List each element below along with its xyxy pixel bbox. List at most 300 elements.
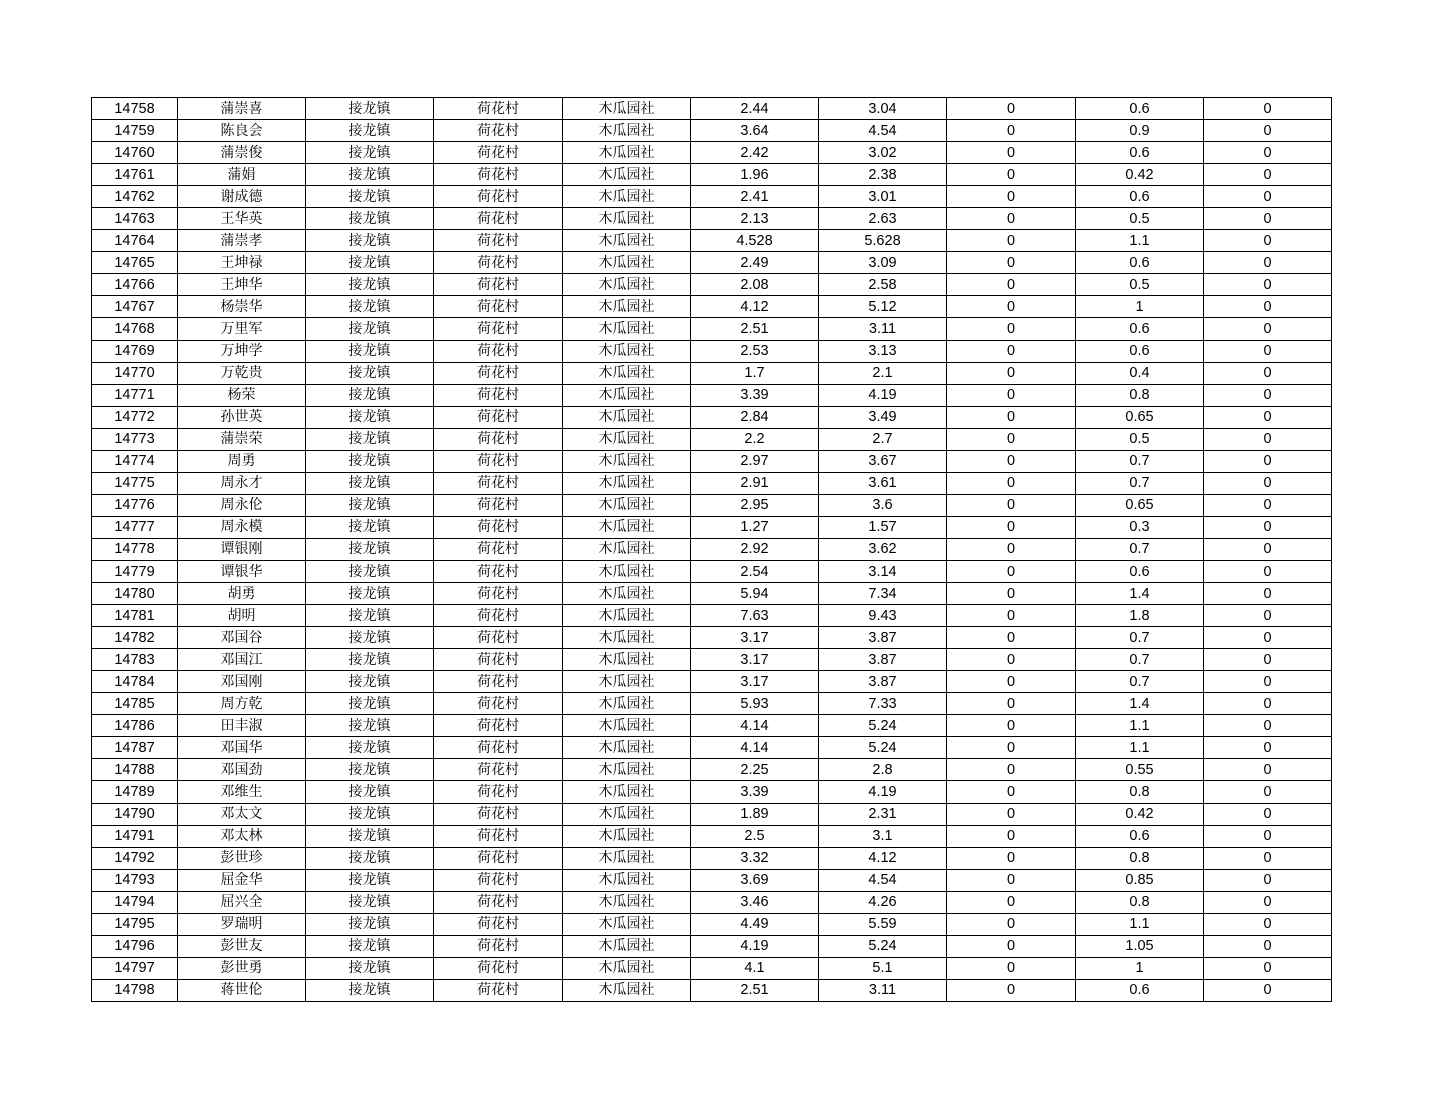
cell-village: 荷花村 xyxy=(434,891,563,913)
cell-value-2: 3.67 xyxy=(819,450,947,472)
cell-value-5: 0 xyxy=(1204,142,1332,164)
cell-value-5: 0 xyxy=(1204,869,1332,891)
table-row xyxy=(92,979,1332,1001)
cell-value-5: 0 xyxy=(1204,583,1332,605)
cell-value-2: 3.09 xyxy=(819,252,947,274)
cell-town: 接龙镇 xyxy=(306,693,434,715)
cell-value-1: 1.27 xyxy=(691,516,819,538)
cell-name: 杨崇华 xyxy=(178,296,306,318)
cell-group: 木瓜园社 xyxy=(563,891,691,913)
cell-village: 荷花村 xyxy=(434,869,563,891)
cell-group: 木瓜园社 xyxy=(563,142,691,164)
cell-name: 陈良会 xyxy=(178,120,306,142)
cell-id: 14778 xyxy=(92,538,178,560)
cell-name: 胡明 xyxy=(178,605,306,627)
cell-value-1: 2.44 xyxy=(691,98,819,120)
cell-id: 14784 xyxy=(92,671,178,693)
cell-value-3: 0 xyxy=(947,296,1076,318)
cell-group: 木瓜园社 xyxy=(563,252,691,274)
cell-name: 谭银华 xyxy=(178,560,306,582)
cell-value-3: 0 xyxy=(947,516,1076,538)
cell-group: 木瓜园社 xyxy=(563,296,691,318)
table-row xyxy=(92,450,1332,472)
cell-value-2: 3.61 xyxy=(819,472,947,494)
cell-value-3: 0 xyxy=(947,142,1076,164)
cell-value-2: 3.11 xyxy=(819,979,947,1001)
cell-value-3: 0 xyxy=(947,781,1076,803)
cell-value-1: 2.49 xyxy=(691,252,819,274)
cell-town: 接龙镇 xyxy=(306,516,434,538)
cell-village: 荷花村 xyxy=(434,406,563,428)
cell-group: 木瓜园社 xyxy=(563,98,691,120)
cell-value-5: 0 xyxy=(1204,627,1332,649)
cell-value-2: 3.87 xyxy=(819,649,947,671)
cell-value-5: 0 xyxy=(1204,671,1332,693)
cell-id: 14765 xyxy=(92,252,178,274)
cell-value-4: 0.7 xyxy=(1076,627,1204,649)
cell-group: 木瓜园社 xyxy=(563,869,691,891)
cell-value-5: 0 xyxy=(1204,979,1332,1001)
cell-value-1: 2.53 xyxy=(691,340,819,362)
cell-village: 荷花村 xyxy=(434,781,563,803)
cell-value-1: 1.7 xyxy=(691,362,819,384)
table-row xyxy=(92,583,1332,605)
cell-value-2: 4.19 xyxy=(819,384,947,406)
cell-value-5: 0 xyxy=(1204,913,1332,935)
cell-value-3: 0 xyxy=(947,671,1076,693)
cell-id: 14761 xyxy=(92,164,178,186)
cell-name: 彭世勇 xyxy=(178,957,306,979)
cell-village: 荷花村 xyxy=(434,671,563,693)
cell-value-5: 0 xyxy=(1204,825,1332,847)
cell-village: 荷花村 xyxy=(434,164,563,186)
cell-id: 14792 xyxy=(92,847,178,869)
cell-village: 荷花村 xyxy=(434,340,563,362)
cell-value-2: 3.49 xyxy=(819,406,947,428)
cell-value-5: 0 xyxy=(1204,715,1332,737)
cell-town: 接龙镇 xyxy=(306,627,434,649)
cell-name: 王坤禄 xyxy=(178,252,306,274)
cell-town: 接龙镇 xyxy=(306,362,434,384)
cell-value-1: 4.49 xyxy=(691,913,819,935)
cell-name: 蒲崇孝 xyxy=(178,230,306,252)
cell-village: 荷花村 xyxy=(434,296,563,318)
cell-name: 谭银刚 xyxy=(178,538,306,560)
cell-value-2: 1.57 xyxy=(819,516,947,538)
cell-group: 木瓜园社 xyxy=(563,362,691,384)
cell-value-4: 0.6 xyxy=(1076,340,1204,362)
cell-village: 荷花村 xyxy=(434,120,563,142)
table-row xyxy=(92,296,1332,318)
cell-group: 木瓜园社 xyxy=(563,560,691,582)
cell-value-2: 3.01 xyxy=(819,186,947,208)
cell-name: 蒲崇荣 xyxy=(178,428,306,450)
cell-value-5: 0 xyxy=(1204,186,1332,208)
cell-value-1: 1.89 xyxy=(691,803,819,825)
cell-value-3: 0 xyxy=(947,494,1076,516)
cell-town: 接龙镇 xyxy=(306,869,434,891)
cell-town: 接龙镇 xyxy=(306,538,434,560)
cell-value-5: 0 xyxy=(1204,98,1332,120)
cell-value-5: 0 xyxy=(1204,847,1332,869)
cell-town: 接龙镇 xyxy=(306,142,434,164)
cell-value-5: 0 xyxy=(1204,252,1332,274)
cell-value-3: 0 xyxy=(947,759,1076,781)
cell-value-2: 4.26 xyxy=(819,891,947,913)
cell-value-3: 0 xyxy=(947,737,1076,759)
cell-value-3: 0 xyxy=(947,693,1076,715)
cell-value-5: 0 xyxy=(1204,384,1332,406)
cell-value-2: 3.13 xyxy=(819,340,947,362)
cell-value-1: 2.91 xyxy=(691,472,819,494)
cell-id: 14783 xyxy=(92,649,178,671)
cell-group: 木瓜园社 xyxy=(563,428,691,450)
cell-value-5: 0 xyxy=(1204,406,1332,428)
cell-village: 荷花村 xyxy=(434,825,563,847)
cell-village: 荷花村 xyxy=(434,605,563,627)
table-row xyxy=(92,120,1332,142)
cell-id: 14775 xyxy=(92,472,178,494)
cell-value-2: 4.12 xyxy=(819,847,947,869)
cell-value-1: 2.5 xyxy=(691,825,819,847)
cell-id: 14770 xyxy=(92,362,178,384)
cell-group: 木瓜园社 xyxy=(563,208,691,230)
cell-name: 罗瑞明 xyxy=(178,913,306,935)
cell-group: 木瓜园社 xyxy=(563,781,691,803)
table-row xyxy=(92,825,1332,847)
cell-value-1: 2.51 xyxy=(691,318,819,340)
table-row xyxy=(92,274,1332,296)
table-row xyxy=(92,605,1332,627)
cell-value-3: 0 xyxy=(947,274,1076,296)
cell-name: 蒲娟 xyxy=(178,164,306,186)
cell-value-4: 0.6 xyxy=(1076,560,1204,582)
cell-village: 荷花村 xyxy=(434,450,563,472)
cell-id: 14764 xyxy=(92,230,178,252)
table-row xyxy=(92,340,1332,362)
cell-id: 14782 xyxy=(92,627,178,649)
cell-id: 14763 xyxy=(92,208,178,230)
cell-village: 荷花村 xyxy=(434,516,563,538)
cell-value-1: 2.92 xyxy=(691,538,819,560)
cell-value-2: 3.87 xyxy=(819,627,947,649)
cell-value-4: 0.6 xyxy=(1076,825,1204,847)
cell-village: 荷花村 xyxy=(434,362,563,384)
table-row xyxy=(92,428,1332,450)
cell-name: 邓太林 xyxy=(178,825,306,847)
cell-value-4: 1 xyxy=(1076,957,1204,979)
cell-value-4: 1.8 xyxy=(1076,605,1204,627)
cell-value-2: 2.31 xyxy=(819,803,947,825)
cell-value-4: 0.6 xyxy=(1076,98,1204,120)
cell-id: 14797 xyxy=(92,957,178,979)
table-row xyxy=(92,913,1332,935)
cell-village: 荷花村 xyxy=(434,428,563,450)
cell-group: 木瓜园社 xyxy=(563,274,691,296)
table-row xyxy=(92,472,1332,494)
cell-town: 接龙镇 xyxy=(306,737,434,759)
cell-value-1: 3.17 xyxy=(691,627,819,649)
cell-village: 荷花村 xyxy=(434,252,563,274)
cell-value-1: 2.25 xyxy=(691,759,819,781)
cell-town: 接龙镇 xyxy=(306,891,434,913)
cell-value-2: 2.1 xyxy=(819,362,947,384)
table-row xyxy=(92,142,1332,164)
cell-value-2: 2.8 xyxy=(819,759,947,781)
cell-value-4: 1.1 xyxy=(1076,230,1204,252)
cell-value-2: 3.1 xyxy=(819,825,947,847)
cell-value-4: 0.7 xyxy=(1076,450,1204,472)
cell-value-1: 3.17 xyxy=(691,649,819,671)
cell-value-2: 3.11 xyxy=(819,318,947,340)
cell-name: 胡勇 xyxy=(178,583,306,605)
cell-id: 14772 xyxy=(92,406,178,428)
cell-value-5: 0 xyxy=(1204,164,1332,186)
cell-value-4: 0.42 xyxy=(1076,803,1204,825)
cell-value-2: 2.63 xyxy=(819,208,947,230)
cell-group: 木瓜园社 xyxy=(563,186,691,208)
cell-value-5: 0 xyxy=(1204,494,1332,516)
cell-value-4: 0.9 xyxy=(1076,120,1204,142)
cell-town: 接龙镇 xyxy=(306,384,434,406)
cell-value-4: 0.7 xyxy=(1076,472,1204,494)
cell-value-4: 1.4 xyxy=(1076,583,1204,605)
cell-village: 荷花村 xyxy=(434,847,563,869)
cell-town: 接龙镇 xyxy=(306,340,434,362)
cell-name: 周永才 xyxy=(178,472,306,494)
cell-group: 木瓜园社 xyxy=(563,979,691,1001)
cell-value-2: 3.04 xyxy=(819,98,947,120)
cell-name: 邓太文 xyxy=(178,803,306,825)
cell-name: 彭世友 xyxy=(178,935,306,957)
cell-value-1: 3.69 xyxy=(691,869,819,891)
cell-town: 接龙镇 xyxy=(306,296,434,318)
cell-id: 14786 xyxy=(92,715,178,737)
cell-value-1: 2.95 xyxy=(691,494,819,516)
cell-name: 邓国劲 xyxy=(178,759,306,781)
cell-value-4: 0.5 xyxy=(1076,428,1204,450)
cell-id: 14758 xyxy=(92,98,178,120)
cell-town: 接龙镇 xyxy=(306,803,434,825)
table-row xyxy=(92,516,1332,538)
table-row xyxy=(92,627,1332,649)
table-row xyxy=(92,494,1332,516)
cell-value-1: 3.39 xyxy=(691,384,819,406)
cell-town: 接龙镇 xyxy=(306,318,434,340)
cell-value-1: 2.42 xyxy=(691,142,819,164)
cell-value-3: 0 xyxy=(947,230,1076,252)
cell-town: 接龙镇 xyxy=(306,605,434,627)
cell-value-5: 0 xyxy=(1204,516,1332,538)
cell-value-4: 0.6 xyxy=(1076,318,1204,340)
cell-id: 14790 xyxy=(92,803,178,825)
cell-group: 木瓜园社 xyxy=(563,516,691,538)
cell-value-4: 0.3 xyxy=(1076,516,1204,538)
cell-value-4: 1.4 xyxy=(1076,693,1204,715)
cell-value-5: 0 xyxy=(1204,891,1332,913)
cell-value-4: 1.1 xyxy=(1076,737,1204,759)
cell-village: 荷花村 xyxy=(434,384,563,406)
cell-village: 荷花村 xyxy=(434,979,563,1001)
cell-village: 荷花村 xyxy=(434,715,563,737)
cell-id: 14780 xyxy=(92,583,178,605)
cell-value-5: 0 xyxy=(1204,605,1332,627)
cell-village: 荷花村 xyxy=(434,957,563,979)
cell-value-3: 0 xyxy=(947,450,1076,472)
cell-value-2: 2.7 xyxy=(819,428,947,450)
cell-group: 木瓜园社 xyxy=(563,230,691,252)
table-row xyxy=(92,406,1332,428)
cell-name: 屈金华 xyxy=(178,869,306,891)
cell-value-4: 0.42 xyxy=(1076,164,1204,186)
table-row xyxy=(92,384,1332,406)
cell-value-1: 3.17 xyxy=(691,671,819,693)
cell-id: 14759 xyxy=(92,120,178,142)
cell-group: 木瓜园社 xyxy=(563,759,691,781)
cell-group: 木瓜园社 xyxy=(563,583,691,605)
cell-name: 蒲崇俊 xyxy=(178,142,306,164)
table-row xyxy=(92,781,1332,803)
cell-name: 周永伦 xyxy=(178,494,306,516)
cell-town: 接龙镇 xyxy=(306,583,434,605)
cell-village: 荷花村 xyxy=(434,560,563,582)
cell-town: 接龙镇 xyxy=(306,252,434,274)
table-row xyxy=(92,737,1332,759)
cell-group: 木瓜园社 xyxy=(563,494,691,516)
cell-town: 接龙镇 xyxy=(306,715,434,737)
cell-value-2: 3.87 xyxy=(819,671,947,693)
table-row xyxy=(92,538,1332,560)
cell-group: 木瓜园社 xyxy=(563,913,691,935)
cell-group: 木瓜园社 xyxy=(563,120,691,142)
table-row xyxy=(92,935,1332,957)
cell-value-1: 5.94 xyxy=(691,583,819,605)
cell-value-4: 1.1 xyxy=(1076,715,1204,737)
cell-town: 接龙镇 xyxy=(306,208,434,230)
cell-group: 木瓜园社 xyxy=(563,737,691,759)
cell-group: 木瓜园社 xyxy=(563,340,691,362)
cell-value-1: 2.84 xyxy=(691,406,819,428)
cell-name: 孙世英 xyxy=(178,406,306,428)
cell-value-3: 0 xyxy=(947,428,1076,450)
cell-value-2: 3.62 xyxy=(819,538,947,560)
cell-value-1: 5.93 xyxy=(691,693,819,715)
cell-group: 木瓜园社 xyxy=(563,627,691,649)
cell-town: 接龙镇 xyxy=(306,230,434,252)
cell-value-5: 0 xyxy=(1204,759,1332,781)
data-table xyxy=(91,97,1332,1002)
cell-value-5: 0 xyxy=(1204,208,1332,230)
cell-value-3: 0 xyxy=(947,98,1076,120)
cell-name: 杨荣 xyxy=(178,384,306,406)
cell-value-3: 0 xyxy=(947,186,1076,208)
cell-value-4: 0.65 xyxy=(1076,406,1204,428)
cell-id: 14771 xyxy=(92,384,178,406)
cell-town: 接龙镇 xyxy=(306,913,434,935)
cell-id: 14793 xyxy=(92,869,178,891)
cell-id: 14794 xyxy=(92,891,178,913)
cell-value-4: 0.5 xyxy=(1076,208,1204,230)
cell-village: 荷花村 xyxy=(434,935,563,957)
cell-value-5: 0 xyxy=(1204,560,1332,582)
cell-village: 荷花村 xyxy=(434,538,563,560)
cell-value-5: 0 xyxy=(1204,737,1332,759)
cell-value-1: 4.14 xyxy=(691,737,819,759)
cell-name: 周方乾 xyxy=(178,693,306,715)
cell-id: 14789 xyxy=(92,781,178,803)
cell-value-4: 1.1 xyxy=(1076,913,1204,935)
cell-value-2: 5.24 xyxy=(819,715,947,737)
cell-value-3: 0 xyxy=(947,957,1076,979)
table-row xyxy=(92,671,1332,693)
cell-id: 14796 xyxy=(92,935,178,957)
cell-name: 万坤学 xyxy=(178,340,306,362)
cell-value-2: 4.54 xyxy=(819,120,947,142)
cell-value-1: 4.19 xyxy=(691,935,819,957)
cell-value-2: 7.33 xyxy=(819,693,947,715)
cell-group: 木瓜园社 xyxy=(563,935,691,957)
cell-group: 木瓜园社 xyxy=(563,538,691,560)
cell-value-5: 0 xyxy=(1204,340,1332,362)
cell-group: 木瓜园社 xyxy=(563,715,691,737)
cell-town: 接龙镇 xyxy=(306,164,434,186)
cell-value-5: 0 xyxy=(1204,935,1332,957)
cell-value-5: 0 xyxy=(1204,649,1332,671)
cell-value-4: 0.6 xyxy=(1076,142,1204,164)
cell-value-3: 0 xyxy=(947,362,1076,384)
cell-village: 荷花村 xyxy=(434,230,563,252)
cell-name: 田丰淑 xyxy=(178,715,306,737)
cell-village: 荷花村 xyxy=(434,318,563,340)
cell-value-4: 0.6 xyxy=(1076,979,1204,1001)
cell-name: 蒲崇喜 xyxy=(178,98,306,120)
cell-value-5: 0 xyxy=(1204,450,1332,472)
cell-town: 接龙镇 xyxy=(306,935,434,957)
cell-name: 屈兴全 xyxy=(178,891,306,913)
cell-value-3: 0 xyxy=(947,715,1076,737)
cell-group: 木瓜园社 xyxy=(563,671,691,693)
cell-value-5: 0 xyxy=(1204,230,1332,252)
cell-group: 木瓜园社 xyxy=(563,825,691,847)
table-row xyxy=(92,957,1332,979)
cell-value-4: 0.7 xyxy=(1076,649,1204,671)
cell-value-1: 4.14 xyxy=(691,715,819,737)
cell-value-1: 3.39 xyxy=(691,781,819,803)
cell-value-4: 0.7 xyxy=(1076,671,1204,693)
cell-town: 接龙镇 xyxy=(306,406,434,428)
table-row xyxy=(92,847,1332,869)
cell-town: 接龙镇 xyxy=(306,274,434,296)
cell-group: 木瓜园社 xyxy=(563,450,691,472)
table-body xyxy=(92,98,1332,1002)
cell-value-1: 1.96 xyxy=(691,164,819,186)
cell-town: 接龙镇 xyxy=(306,825,434,847)
cell-name: 邓国江 xyxy=(178,649,306,671)
cell-town: 接龙镇 xyxy=(306,649,434,671)
table-row xyxy=(92,252,1332,274)
table-row xyxy=(92,164,1332,186)
cell-name: 彭世珍 xyxy=(178,847,306,869)
cell-value-2: 4.54 xyxy=(819,869,947,891)
table-row xyxy=(92,759,1332,781)
cell-value-2: 5.1 xyxy=(819,957,947,979)
cell-town: 接龙镇 xyxy=(306,957,434,979)
cell-value-4: 0.6 xyxy=(1076,252,1204,274)
cell-value-3: 0 xyxy=(947,649,1076,671)
table-row xyxy=(92,186,1332,208)
cell-town: 接龙镇 xyxy=(306,120,434,142)
cell-value-3: 0 xyxy=(947,164,1076,186)
